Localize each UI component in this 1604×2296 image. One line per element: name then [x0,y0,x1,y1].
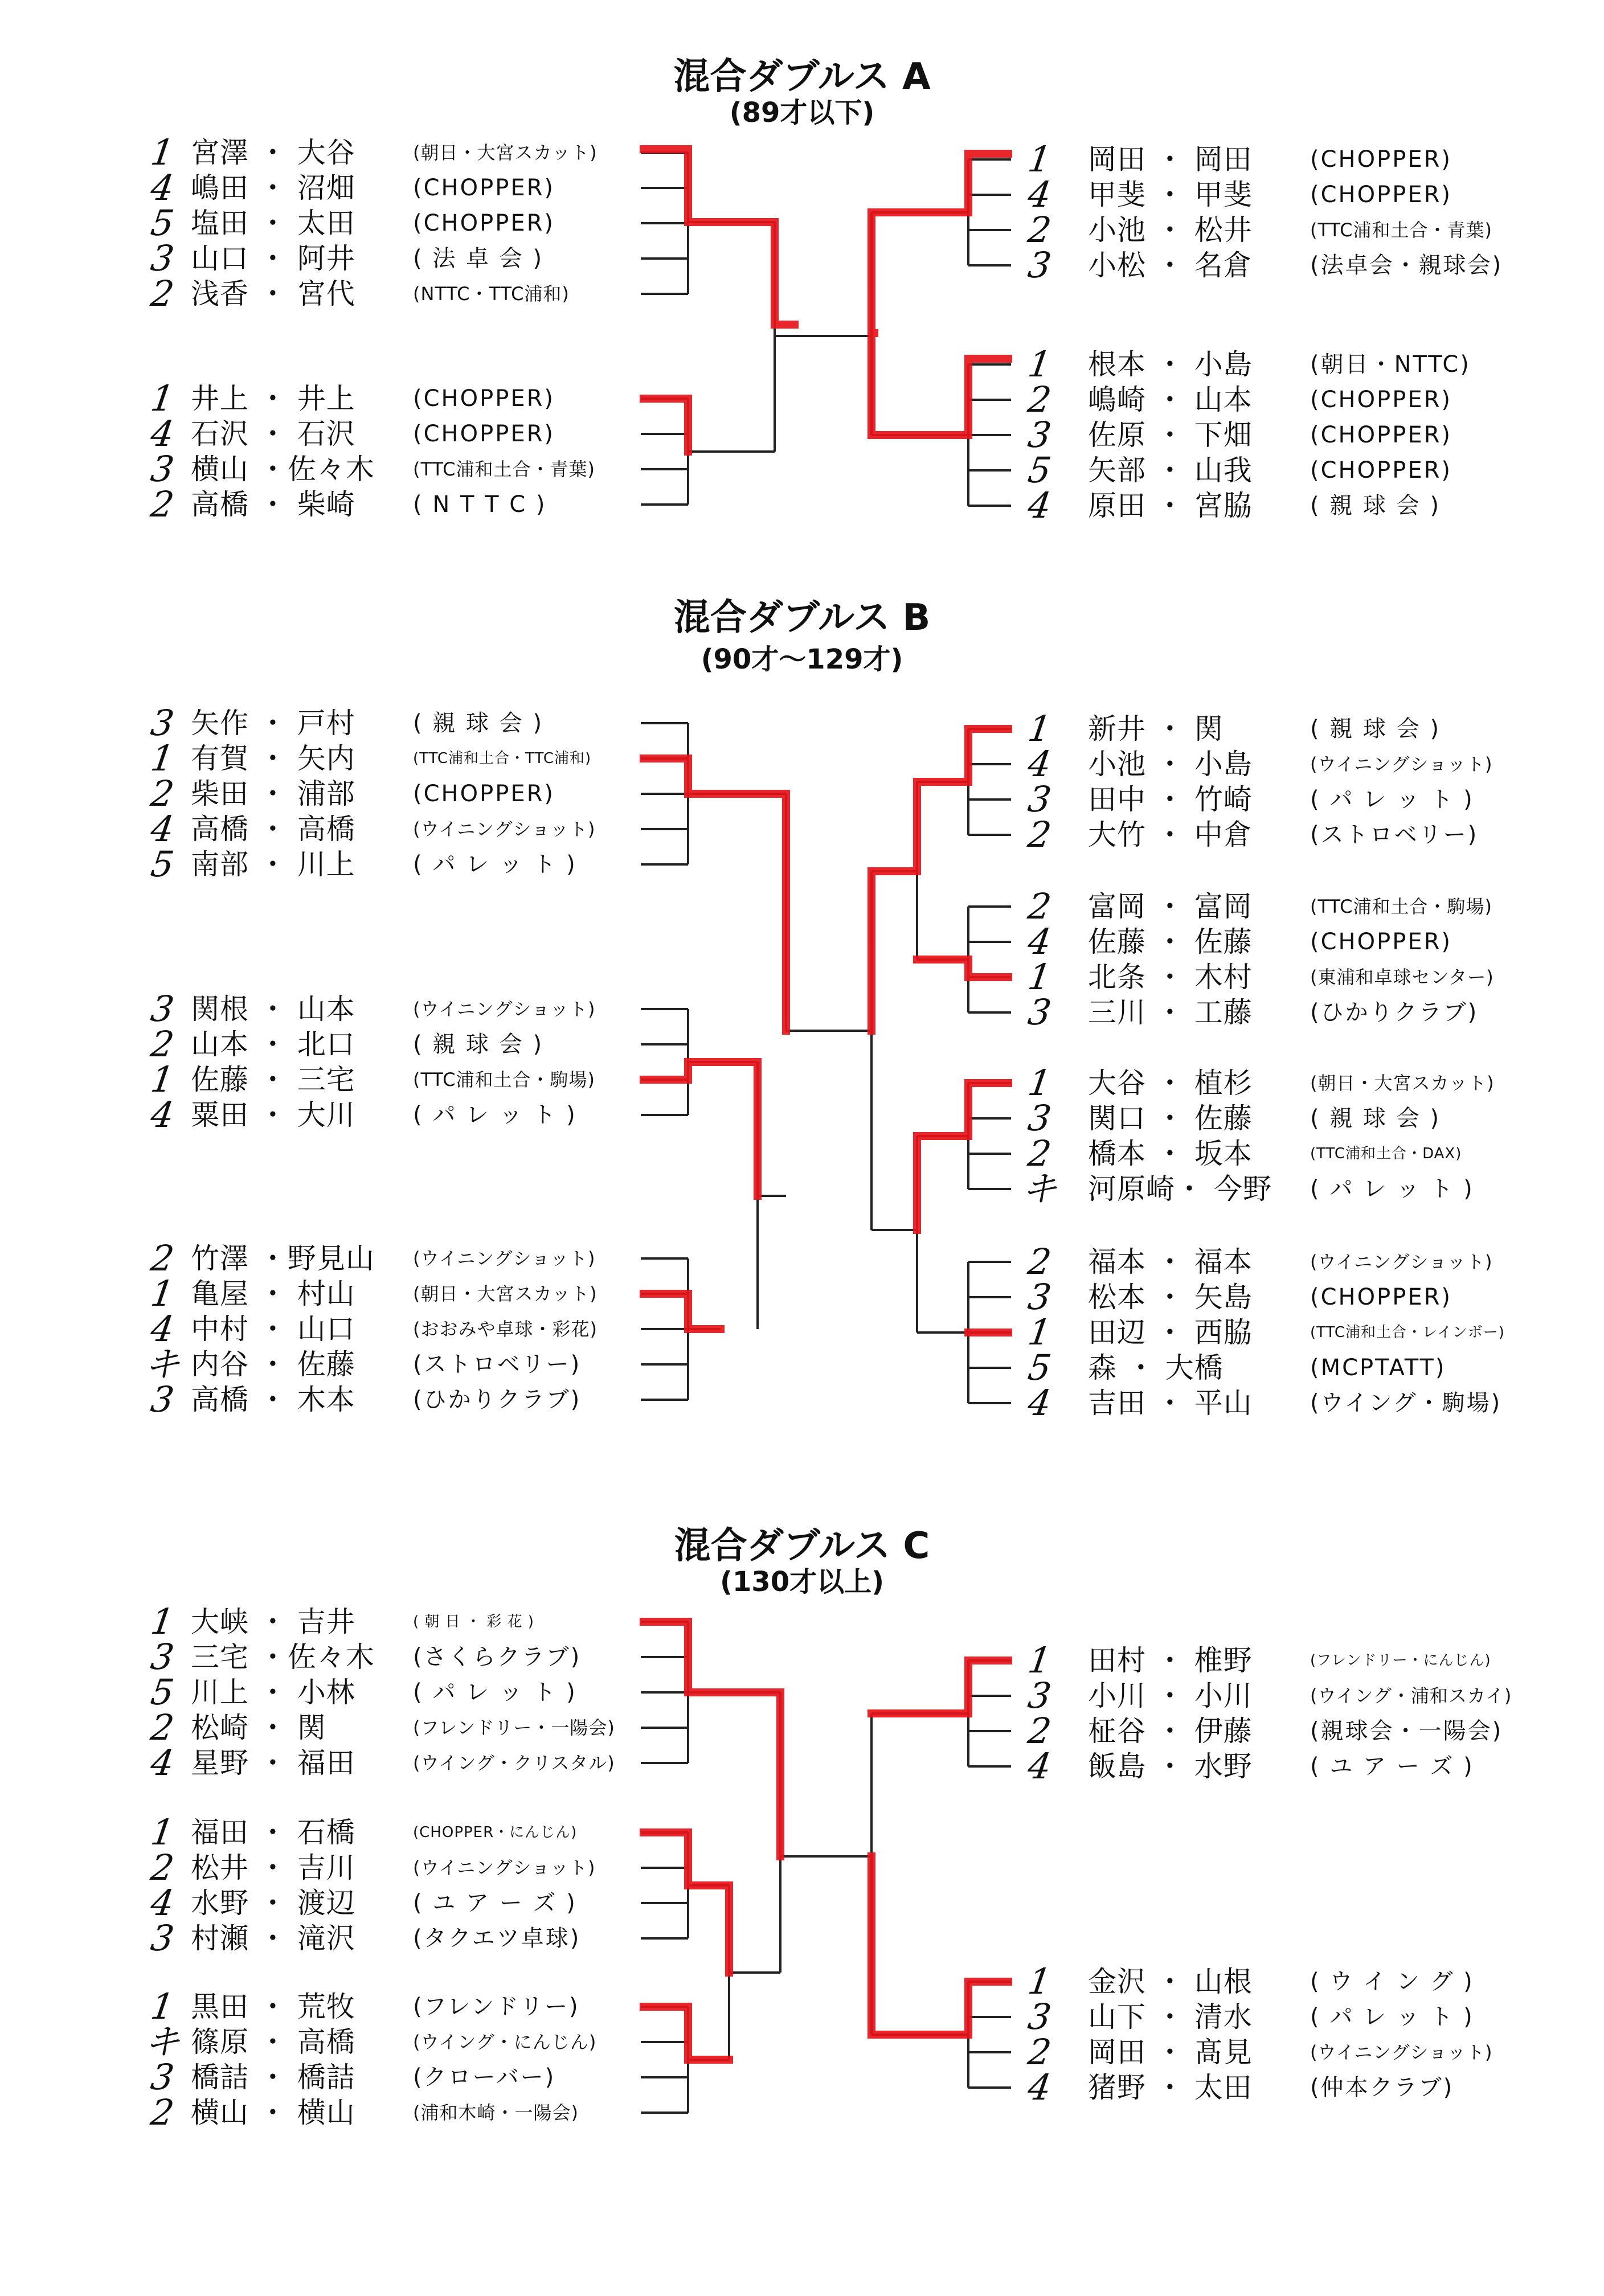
club-name: (CHOPPER・にんじん) [413,1824,578,1841]
seed-number: 2 [1025,209,1054,251]
pair-names: 内谷 ・ 佐藤 [191,1348,355,1381]
pair-names: 浅香 ・ 宮代 [191,277,355,310]
seed-number: 3 [1025,991,1054,1033]
pair-names: 山下 ・ 清水 [1088,2000,1253,2033]
seed-number: 4 [148,1308,177,1350]
club-name: (タクエツ卓球) [413,1925,581,1951]
pair-names: 高橋 ・ 木本 [191,1383,355,1416]
pair-names: 塩田 ・ 太田 [191,207,355,240]
club-name: ( 親 球 会 ) [1310,1105,1441,1131]
seed-number: 5 [1025,449,1054,491]
seed-number: 5 [148,1671,177,1713]
pair-names: 福田 ・ 石橋 [191,1816,355,1849]
club-name: (CHOPPER) [1310,387,1452,413]
winner-path [644,149,795,325]
pair-names: 村瀬 ・ 滝沢 [191,1922,355,1955]
pair-names: 佐藤 ・ 佐藤 [1088,925,1253,958]
bracket-line [968,159,1011,506]
seed-number: 1 [148,1273,177,1314]
club-name: ( パ レ ッ ト ) [413,1102,577,1128]
seed-number: 2 [1025,885,1054,927]
pair-names: 田辺 ・ 西脇 [1088,1316,1253,1349]
seed-number: 1 [148,132,177,173]
pair-names: 大峡 ・ 吉井 [191,1605,355,1638]
seed-number: 4 [148,808,177,850]
pair-names: 新井 ・ 関 [1088,712,1224,745]
seed-number: キ [141,2021,183,2063]
club-name: (MCPTATT) [1310,1355,1446,1381]
pair-names: 嶋田 ・ 沼畑 [191,171,355,204]
pair-names: 松井 ・ 吉川 [191,1851,355,1884]
pair-names: 中村 ・ 山口 [191,1313,355,1346]
pair-names: 佐原 ・ 下畑 [1088,419,1253,452]
pair-names: 三宅 ・佐々木 [191,1641,375,1674]
seed-number: 3 [148,1379,177,1420]
seed-number: 4 [1025,174,1054,215]
seed-number: 4 [148,167,177,208]
club-name: (CHOPPER) [1310,1284,1452,1310]
club-name: ( 親 球 会 ) [413,1031,544,1057]
club-name: (TTC浦和土合・DAX) [1310,1145,1462,1162]
club-name: (ウイニングショット) [413,1248,596,1269]
bracket-line [826,1713,968,2035]
club-name: (さくらクラブ) [413,1644,582,1670]
seed-number: 2 [148,773,177,814]
seed-number: 3 [148,448,177,490]
club-name: (CHOPPER) [1310,182,1452,208]
seed-number: 1 [1025,1062,1054,1104]
pair-names: 吉田 ・ 平山 [1088,1387,1253,1420]
pair-names: 矢作 ・ 戸村 [191,707,355,740]
club-name: (CHOPPER) [1310,422,1452,448]
club-name: (ウイニングショット) [1310,1251,1493,1273]
bracket-line [871,212,968,435]
club-name: (ストロベリー) [413,1351,582,1377]
pair-names: 大竹 ・ 中倉 [1088,818,1253,851]
seed-number: 3 [148,2056,177,2098]
pair-names: 嶋崎 ・ 山本 [1088,383,1253,416]
pair-names: 小川 ・ 小川 [1088,1679,1253,1712]
seed-number: 2 [1025,2031,1054,2073]
club-name: (CHOPPER) [413,781,555,807]
club-name: (浦和木崎・一陽会) [413,2102,579,2123]
club-name: ( 親 球 会 ) [1310,493,1441,519]
pair-names: 高橋 ・ 高橋 [191,813,355,846]
club-name: ( 親 球 会 ) [1310,716,1441,742]
seed-number: 4 [148,1742,177,1784]
club-name: ( パ レ ッ ト ) [1310,1176,1474,1202]
club-name: (CHOPPER) [1310,929,1452,955]
pair-names: 南部 ・ 川上 [191,848,355,881]
club-name: (TTC浦和土合・レインボー) [1310,1324,1505,1341]
seed-number: 1 [1025,956,1054,998]
club-name: (ウイング・浦和スカイ) [1310,1685,1512,1707]
seed-number: 2 [148,273,177,314]
pair-names: 関根 ・ 山本 [191,993,355,1026]
pair-names: 岡田 ・ 岡田 [1088,143,1253,176]
club-name: ( N T T C ) [413,491,547,518]
bracket-line [968,729,1011,1403]
seed-number: キ [141,1343,183,1385]
club-name: (ウイニングショット) [1310,2041,1493,2063]
club-name: (CHOPPER) [413,175,555,201]
club-name: (法卓会・親球会) [1310,252,1503,278]
club-name: (朝日・大宮スカット) [413,142,598,163]
winner-path [644,2007,729,2060]
club-name: (朝日・大宮スカット) [1310,1072,1495,1094]
club-name: (フレンドリー) [413,1994,580,2020]
seed-number: 4 [148,1882,177,1924]
winner-path [644,1062,758,1196]
seed-number: 1 [1025,1639,1054,1681]
pair-names: 富岡 ・ 富岡 [1088,890,1253,923]
club-name: (TTC浦和土合・TTC浦和) [413,750,592,767]
pair-names: 高橋 ・ 柴崎 [191,488,355,521]
seed-number: 1 [1025,1311,1054,1353]
club-name: ( パ レ ッ ト ) [1310,2004,1474,2030]
seed-number: 4 [1025,1745,1054,1787]
winner-path [871,729,1008,1031]
seed-number: 3 [1025,778,1054,820]
club-name: ( ウ イ ン グ ) [1310,1969,1474,1995]
section-subtitle: (130才以上) [719,1566,885,1598]
seed-number: 2 [148,1237,177,1279]
section-title: 混合ダブルス C [674,1525,930,1567]
seed-number: 2 [1025,379,1054,420]
seed-number: 3 [148,988,177,1030]
club-name: ( ユ ア ー ズ ) [1310,1753,1474,1780]
pair-names: 河原崎・ 今野 [1088,1172,1272,1206]
seed-number: 3 [1025,1097,1054,1139]
seed-number: 1 [148,1986,177,2027]
seed-number: 5 [148,202,177,244]
seed-number: 3 [1025,1996,1054,2037]
seed-number: 2 [1025,1133,1054,1174]
pair-names: 小松 ・ 名倉 [1088,249,1253,282]
seed-number: 1 [148,1059,177,1100]
section-subtitle: (90才～129才) [701,643,903,675]
club-name: (親球会・一陽会) [1310,1718,1503,1744]
seed-number: 1 [148,1601,177,1642]
club-name: (クローバー) [413,2064,556,2090]
pair-names: 猪野 ・ 太田 [1088,2071,1253,2104]
seed-number: 4 [1025,921,1054,962]
club-name: (ひかりクラブ) [1310,999,1479,1026]
seed-number: 3 [148,702,177,744]
seed-number: 2 [148,1023,177,1065]
pair-names: 松崎 ・ 関 [191,1711,326,1744]
winner-path [917,960,1008,977]
club-name: (ウイング・駒場) [1310,1390,1502,1416]
seed-number: 4 [148,413,177,454]
pair-names: 根本 ・ 小島 [1088,348,1253,381]
seed-number: 2 [1025,1710,1054,1752]
pair-names: 柴田 ・ 浦部 [191,777,355,810]
pair-names: 小池 ・ 松井 [1088,214,1253,247]
seed-number: 2 [1025,1241,1054,1282]
seed-number: 1 [1025,343,1054,385]
club-name: (おおみや卓球・彩花) [413,1318,598,1340]
bracket-line [688,1692,826,2060]
club-name: (NTTC・TTC浦和) [413,283,570,305]
club-name: (TTC浦和土合・青葉) [413,458,595,480]
pair-names: 黒田 ・ 荒牧 [191,1990,355,2023]
seed-number: 4 [1025,1382,1054,1424]
seed-number: 1 [1025,1961,1054,2002]
pair-names: 岡田 ・ 髙見 [1088,2036,1253,2069]
pair-names: 山口 ・ 阿井 [191,242,355,275]
pair-names: 石沢 ・ 石沢 [191,417,355,450]
pair-names: 小池 ・ 小島 [1088,748,1253,781]
club-name: (TTC浦和土合・駒場) [413,1069,595,1090]
seed-number: 1 [1025,138,1054,180]
bracket-line [641,723,688,1400]
bracket-line [641,153,688,505]
seed-number: 3 [1025,244,1054,286]
club-name: (CHOPPER) [413,210,555,236]
pair-names: 三川 ・ 工藤 [1088,996,1253,1029]
seed-number: 2 [148,2092,177,2133]
club-name: (ウイング・にんじん) [413,2031,597,2053]
seed-number: 2 [1025,814,1054,855]
club-name: (CHOPPER) [1310,146,1452,173]
club-name: (ウイニングショット) [413,1857,596,1879]
pair-names: 佐藤 ・ 三宅 [191,1063,355,1096]
club-name: (フレンドリー・一陽会) [413,1717,615,1739]
club-name: (フレンドリー・にんじん) [1310,1652,1491,1669]
pair-names: 横山 ・佐々木 [191,453,375,486]
club-name: (朝日・大宮スカット) [413,1283,598,1305]
pair-names: 矢部 ・ 山我 [1088,454,1253,487]
pair-names: 橋詰 ・ 橋詰 [191,2061,355,2094]
bracket-line [832,782,968,1332]
pair-names: 有賀 ・ 矢内 [191,742,355,775]
pair-names: 田中 ・ 竹崎 [1088,783,1253,816]
club-name: (ウイニングショット) [413,818,596,840]
pair-names: 大谷 ・ 植杉 [1088,1067,1253,1100]
bracket-line [688,222,871,452]
pair-names: 橋本 ・ 坂本 [1088,1137,1253,1170]
seed-number: 3 [1025,1675,1054,1716]
bracket-line [641,1622,688,2113]
pair-names: 甲斐 ・ 甲斐 [1088,178,1253,211]
pair-names: 水野 ・ 渡辺 [191,1887,355,1920]
club-name: (ストロベリー) [1310,822,1479,848]
pair-names: 篠原 ・ 高橋 [191,2026,355,2059]
winner-path [644,399,688,452]
seed-number: 3 [148,237,177,279]
club-name: (CHOPPER) [1310,457,1452,483]
club-name: ( パ レ ッ ト ) [413,851,577,878]
pair-names: 川上 ・ 小林 [191,1676,355,1709]
seed-number: 5 [1025,1347,1054,1388]
pair-names: 松本 ・ 矢島 [1088,1281,1253,1314]
pair-names: 横山 ・ 横山 [191,2096,355,2129]
seed-number: 2 [148,1847,177,1888]
winner-path [917,1083,1008,1230]
pair-names: 星野 ・ 福田 [191,1746,355,1780]
section-subtitle: (89才以下) [729,97,875,129]
club-name: (TTC浦和土合・青葉) [1310,219,1492,241]
bracket-line [968,1660,1011,2088]
pair-names: 田村 ・ 椎野 [1088,1644,1253,1677]
club-name: (朝日・NTTC) [1310,351,1471,378]
pair-names: 山本 ・ 北口 [191,1028,355,1061]
seed-number: 3 [148,1636,177,1678]
club-name: (ひかりクラブ) [413,1387,582,1413]
seed-number: 4 [1025,2067,1054,2108]
seed-number: 4 [1025,485,1054,526]
pair-names: 竹澤 ・野見山 [191,1242,375,1275]
winner-path [871,1856,1008,2035]
winner-path [871,1660,1008,1713]
pair-names: 金沢 ・ 山根 [1088,1965,1253,1998]
club-name: (ウイニングショット) [413,998,596,1020]
club-name: (ウイニングショット) [1310,753,1493,775]
seed-number: 4 [1025,743,1054,785]
club-name: ( 親 球 会 ) [413,710,544,736]
seed-number: 1 [148,1811,177,1853]
pair-names: 関口 ・ 佐藤 [1088,1102,1253,1135]
club-name: (仲本クラブ) [1310,2074,1454,2101]
seed-number: 3 [1025,1276,1054,1318]
winner-path [644,1294,721,1329]
section-title: 混合ダブルス B [673,597,931,639]
club-name: ( ユ ア ー ズ ) [413,1890,577,1916]
seed-number: 4 [148,1094,177,1135]
seed-number: 3 [1025,414,1054,456]
pair-names: 福本 ・ 福本 [1088,1245,1253,1278]
club-name: (CHOPPER) [413,386,555,412]
pair-names: 粟田 ・ 大川 [191,1098,355,1131]
seed-number: 5 [148,843,177,885]
seed-number: 1 [1025,708,1054,749]
club-name: ( パ レ ッ ト ) [1310,786,1474,813]
pair-names: 森 ・ 大橋 [1088,1351,1224,1384]
seed-number: 2 [148,1707,177,1748]
seed-number: 1 [148,737,177,779]
section-title: 混合ダブルス A [673,56,931,98]
seed-number: 1 [148,378,177,419]
winner-path [871,154,1008,333]
pair-names: 原田 ・ 宮脇 [1088,489,1253,522]
club-name: (東浦和卓球センター) [1310,966,1494,988]
pair-names: 亀屋 ・ 村山 [191,1277,355,1310]
club-name: (ウイング・クリスタル) [413,1752,615,1774]
pair-names: 井上 ・ 井上 [191,382,355,415]
seed-number: キ [1018,1168,1061,1210]
pair-names: 飯島 ・ 水野 [1088,1750,1253,1783]
pair-names: 宮澤 ・ 大谷 [191,136,355,169]
club-name: (CHOPPER) [413,421,555,447]
seed-number: 3 [148,1917,177,1959]
pair-names: 北条 ・ 木村 [1088,961,1253,994]
club-name: (TTC浦和土合・駒場) [1310,896,1492,917]
winner-path [644,758,786,1031]
club-name: ( パ レ ッ ト ) [413,1679,577,1705]
pair-names: 柾谷 ・ 伊藤 [1088,1715,1253,1748]
club-name: ( 法 卓 会 ) [413,245,544,272]
club-name: ( 朝 日 ・ 彩 花 ) [413,1613,534,1630]
seed-number: 2 [148,483,177,525]
winner-path [871,333,1008,435]
